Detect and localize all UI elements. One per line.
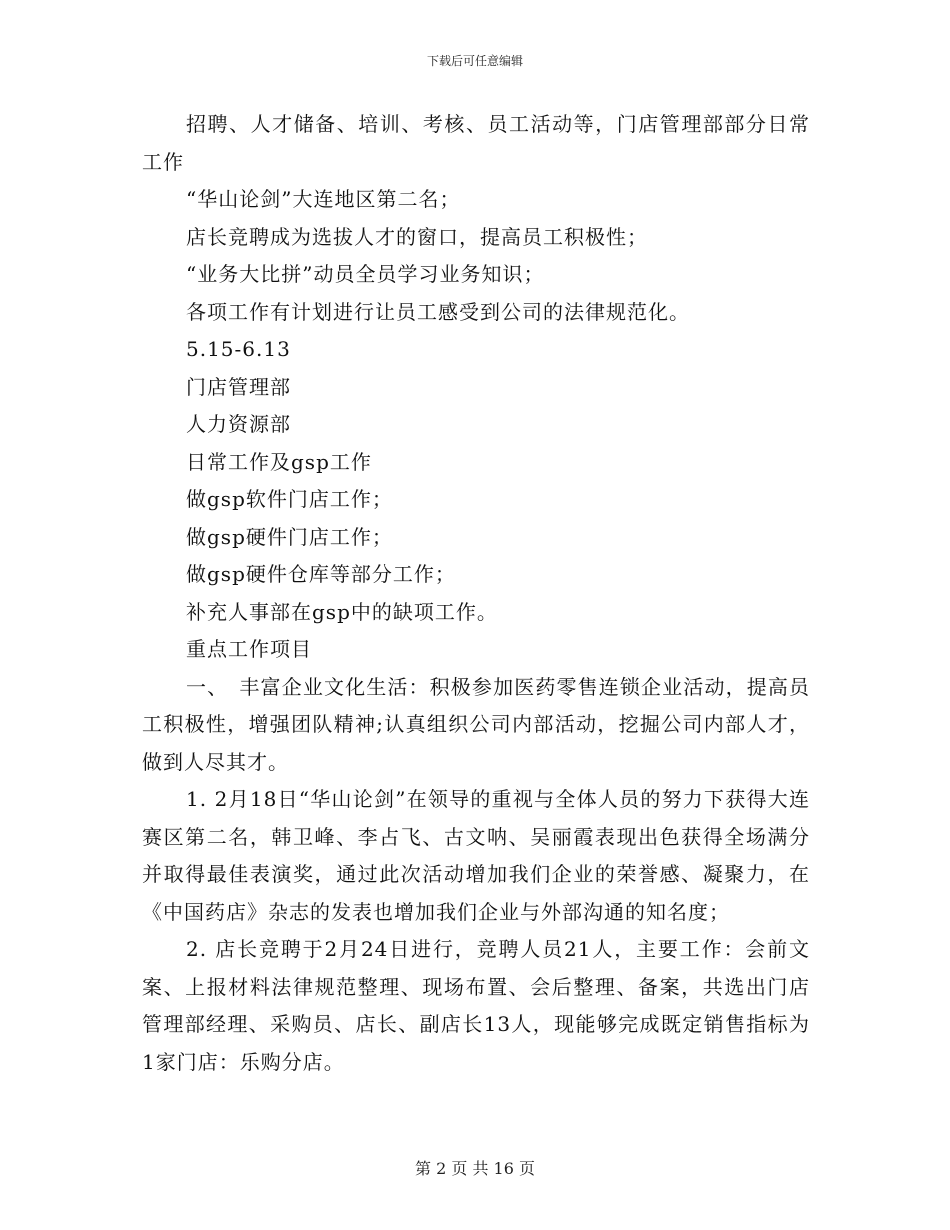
paragraph-item-2: 2. 店长竞聘于2月24日进行，竞聘人员21人，主要工作：会前文案、上报材料法律规范整理、现场布置、会后整理、备案，共选出门店管理部经理、采购员、店长、副店长13人，现能够完成既定销售指标为1家门店：乐购分店。 [142, 937, 810, 1074]
paragraph-date-range: 5.15-6.13 [186, 337, 291, 361]
page-header: 下载后可任意编辑 [426, 54, 523, 68]
paragraph-manager-selection: 店长竞聘成为选拔人才的窗口，提高员工积极性； [186, 224, 648, 249]
paragraph-gsp-hardware-store: 做gsp硬件门店工作； [186, 524, 393, 549]
paragraph-business-contest: “业务大比拼”动员全员学习业务知识； [186, 262, 545, 286]
paragraph-hr-dept: 人力资源部 [186, 412, 291, 436]
document-body [142, 106, 810, 1081]
paragraph-huashan-rank: “华山论剑”大连地区第二名； [186, 187, 461, 211]
paragraph-gsp-daily: 日常工作及gsp工作 [186, 449, 372, 474]
paragraph-gsp-software: 做gsp软件门店工作； [186, 487, 393, 511]
paragraph-key-projects: 重点工作项目 [186, 637, 312, 661]
page-footer: 第 2 页 共 16 页 [415, 1159, 535, 1178]
paragraph-gsp-hr-supplement: 补充人事部在gsp中的缺项工作。 [186, 599, 498, 624]
paragraph-item-1: 1. 2月18日“华山论剑”在领导的重视与全体人员的努力下获得大连赛区第二名，韩卫峰、李占飞、古文呐、吴丽霞表现出色获得全场满分并取得最佳表演奖，通过此次活动增加我们企业的荣誉感、凝聚力，在《中国药店》杂志的发表也增加我们企业与外部沟通的知名度； [142, 787, 810, 924]
paragraph-culture-life: 一、 丰富企业文化生活：积极参加医药零售连锁企业活动，提高员工积极性，增强团队精神;认真组织公司内部活动，挖掘公司内部人才，做到人尽其才。 [142, 674, 810, 774]
paragraph-gsp-hardware-warehouse: 做gsp硬件仓库等部分工作； [186, 562, 456, 586]
paragraph-recruitment: 招聘、人才储备、培训、考核、员工活动等，门店管理部部分日常工作 [142, 112, 810, 174]
paragraph-planned-work: 各项工作有计划进行让员工感受到公司的法律规范化。 [186, 299, 690, 324]
paragraph-store-management-dept: 门店管理部 [186, 374, 291, 399]
